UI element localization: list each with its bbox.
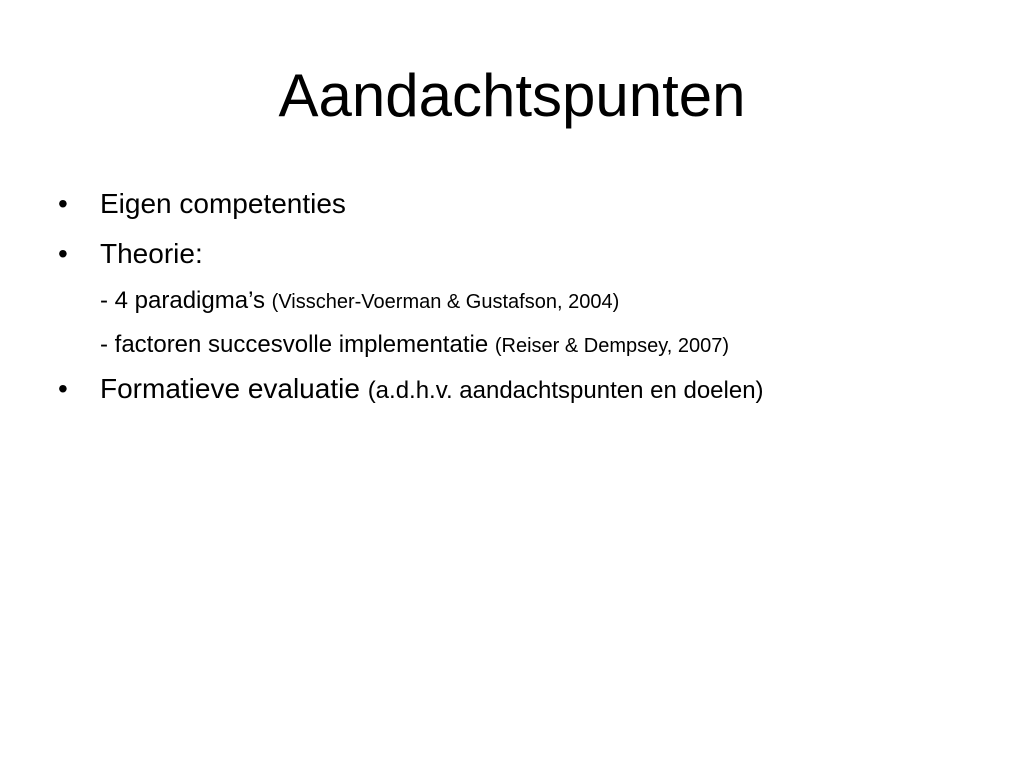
bullet-icon: •	[58, 373, 68, 404]
bullet-content	[100, 373, 764, 405]
sub-item-text: - 4 paradigma’s	[100, 287, 265, 314]
bullet-note: (a.d.h.v. aandachtspunten en doelen)	[367, 377, 764, 404]
citation: (Reiser & Dempsey, 2007)	[494, 335, 730, 357]
sub-item-text: - factoren succesvolle implementatie	[100, 331, 489, 358]
bullet-icon: •	[58, 238, 68, 269]
slide-title: Aandachtspunten	[278, 62, 746, 129]
bullet-icon: •	[58, 188, 68, 219]
sub-item-content	[100, 331, 729, 359]
bullet-text: Theorie:	[100, 238, 203, 269]
sub-item-content	[100, 287, 619, 315]
citation: (Visscher-Voerman & Gustafson, 2004)	[271, 291, 620, 313]
bullet-text: Eigen competenties	[100, 188, 346, 219]
bullet-text: Formatieve evaluatie	[100, 373, 360, 404]
